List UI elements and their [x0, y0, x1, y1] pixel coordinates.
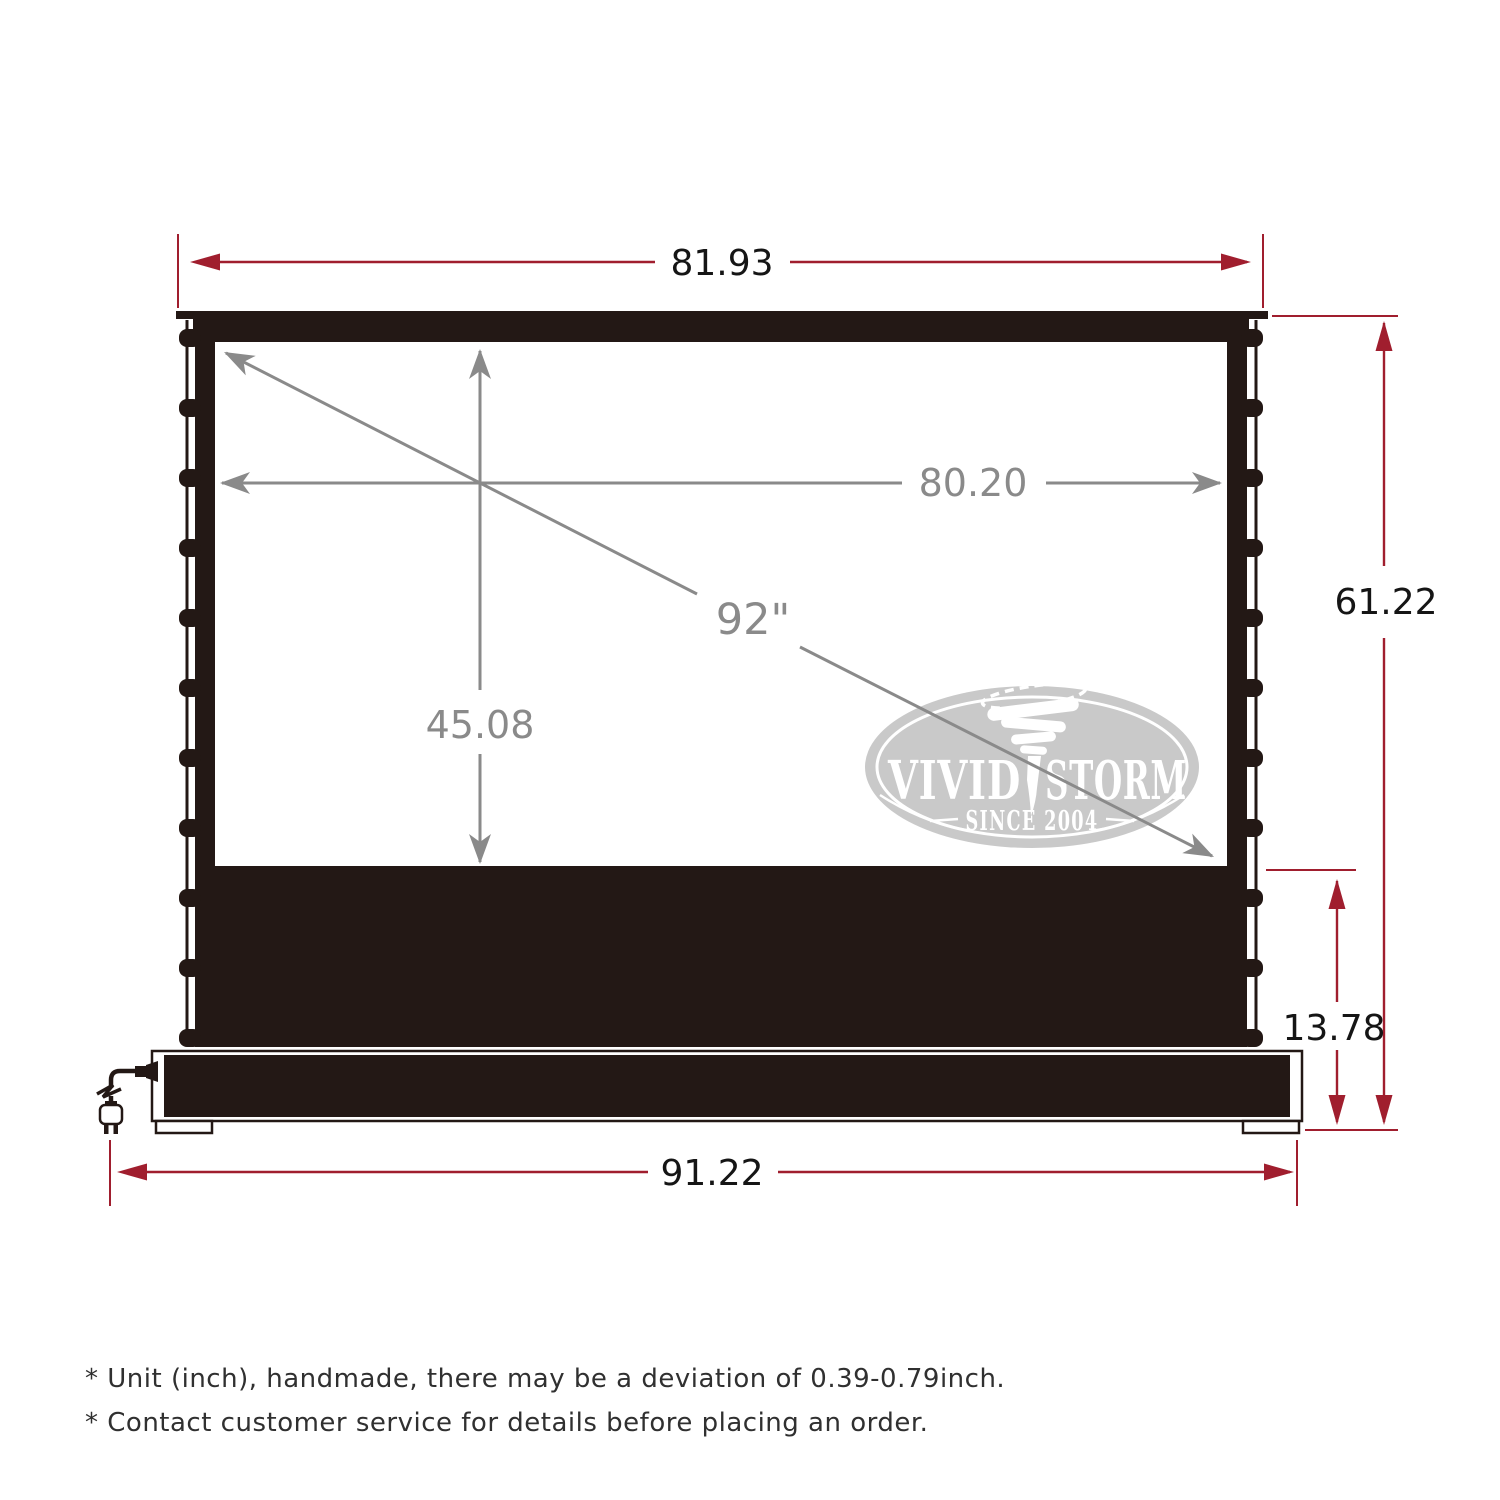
- dim-total-height: [1272, 316, 1438, 1125]
- dim-viewable-width: [220, 461, 1222, 505]
- plug-prong-left: [104, 1124, 109, 1134]
- dim-viewable-width-value: 80.20: [918, 461, 1028, 505]
- logo-tagline: SINCE 2004: [965, 806, 1099, 837]
- dim-diagonal-value: 92": [715, 595, 791, 645]
- dim-base-width: [110, 1140, 1297, 1206]
- top-lip: [176, 311, 1268, 319]
- cord-connector-tip: [135, 1066, 147, 1077]
- dim-viewable-height-value: 45.08: [425, 703, 535, 747]
- power-cord-plug: [97, 1061, 158, 1134]
- base-foot-left: [156, 1121, 212, 1133]
- footnotes: [85, 1364, 1005, 1438]
- base-foot-right: [1243, 1121, 1299, 1133]
- arrow-right-icon: [1264, 1164, 1294, 1181]
- cord-break-mark: [97, 1085, 121, 1097]
- logo-word-storm: STORM: [1045, 750, 1187, 812]
- screen-assembly: [176, 311, 1268, 1047]
- cord-connector: [146, 1061, 158, 1082]
- arrow-right-icon: [1221, 254, 1251, 271]
- dim-case-height-value: 13.78: [1282, 1008, 1386, 1049]
- plug-prong-right: [114, 1124, 119, 1134]
- top-bar: [193, 318, 1249, 342]
- footnote-contact: * Contact customer service for details before placing an order.: [85, 1408, 929, 1438]
- logo-word-vivid: VIVID: [887, 750, 1021, 812]
- arrow-left-icon: [190, 254, 220, 271]
- plug-body: [100, 1105, 122, 1124]
- arrow-down-icon: [1376, 1095, 1393, 1125]
- arrow-down-right-icon: [1182, 834, 1219, 867]
- arrow-up-icon: [1329, 879, 1346, 909]
- arrow-up-icon: [1376, 321, 1393, 351]
- dim-base-width-value: 91.22: [660, 1153, 764, 1194]
- base-body: [164, 1055, 1290, 1117]
- cord-line: [111, 1071, 136, 1088]
- dim-total-height-value: 61.22: [1334, 582, 1438, 623]
- dim-top-width-value: 81.93: [670, 243, 774, 284]
- dim-viewable-height: [426, 349, 535, 864]
- base-housing: [152, 1051, 1302, 1133]
- bottom-drop-band: [195, 866, 1247, 1047]
- arrow-left-icon: [117, 1164, 147, 1181]
- footnote-unit: * Unit (inch), handmade, there may be a deviation of 0.39-0.79inch.: [85, 1364, 1006, 1394]
- dim-top-width: [178, 234, 1263, 308]
- arrow-up-left-icon: [219, 342, 256, 375]
- arrow-down-icon: [1329, 1095, 1346, 1125]
